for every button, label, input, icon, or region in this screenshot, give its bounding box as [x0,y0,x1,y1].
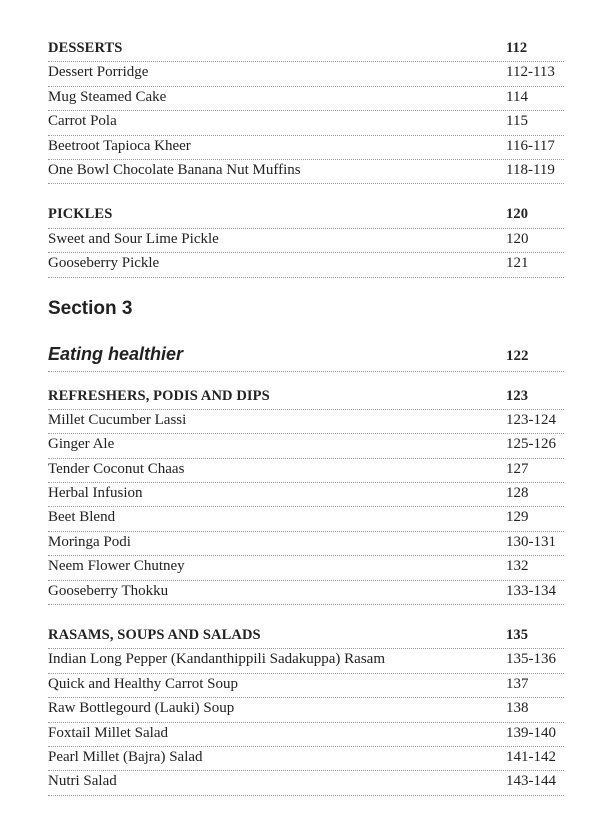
toc-entry [48,483,564,507]
toc-entry-page: 137 [506,675,529,692]
toc-entry-page: 141-142 [506,748,556,765]
toc-entry-page: 139-140 [506,724,556,741]
toc-entry-title: Neem Flower Chutney [48,558,185,575]
toc-entry-page: 116-117 [506,137,555,154]
toc-entry [48,507,564,531]
toc-heading-desserts [48,38,564,62]
toc-entry-title: Mug Steamed Cake [48,88,167,105]
toc-entry-title: Dessert Porridge [48,64,149,81]
toc-heading-page: 120 [506,206,529,223]
toc-entry [48,253,564,277]
toc-entry [48,698,564,722]
toc-entry-title: Sweet and Sour Lime Pickle [48,230,219,247]
toc-entry-page: 120 [506,230,529,247]
toc-entry-title: Moringa Podi [48,533,131,550]
toc-entry-page: 135-136 [506,651,556,668]
toc-entry-page: 130-131 [506,533,556,550]
toc-group-refreshers [48,386,564,606]
toc-entry-page: 127 [506,460,529,477]
toc-entry-page: 121 [506,255,529,272]
toc-entry-page: 123-124 [506,411,556,428]
toc-entry-title: Raw Bottlegourd (Lauki) Soup [48,700,235,717]
toc-entry [48,459,564,483]
toc-heading-rasams [48,625,564,649]
toc-entry-page: 143-144 [506,773,556,790]
toc-entry-title: Beetroot Tapioca Kheer [48,137,191,154]
toc-entry-title: Carrot Pola [48,113,117,130]
toc-entry [48,87,564,111]
toc-entry [48,674,564,698]
toc-entry [48,556,564,580]
toc-entry-title: Herbal Infusion [48,485,143,502]
toc-heading-page: 123 [506,387,529,404]
toc-entry-page: 125-126 [506,436,556,453]
toc-entry-title: Indian Long Pepper (Kandanthippili Sadakuppa) Rasam [48,651,386,668]
toc-entry-title: Beet Blend [48,509,116,526]
toc-entry [48,723,564,747]
toc-entry-title: Foxtail Millet Salad [48,724,168,741]
toc-entry [48,229,564,253]
toc-group-eating-healthier [48,342,564,372]
toc-entry [48,434,564,458]
toc-entry-title: Millet Cucumber Lassi [48,411,187,428]
toc-heading-label: DESSERTS [48,40,123,56]
table-of-contents [48,38,564,816]
toc-heading-page: 135 [506,627,529,644]
toc-heading-refreshers [48,386,564,410]
toc-feature-eating-healthier [48,342,564,372]
toc-feature-title: Eating healthier [48,343,184,364]
toc-entry [48,771,564,795]
toc-entry [48,160,564,184]
toc-heading-label: REFRESHERS, PODIS AND DIPS [48,387,270,404]
toc-entry [48,747,564,771]
toc-group-desserts [48,38,564,184]
toc-entry-title: Gooseberry Thokku [48,582,169,599]
toc-entry-page: 138 [506,700,529,717]
toc-entry-page: 112-113 [506,64,555,81]
toc-entry-page: 129 [506,509,529,526]
section-title: Section 3 [48,297,133,319]
toc-entry-title: Nutri Salad [48,773,117,790]
toc-entry-title: Quick and Healthy Carrot Soup [48,675,238,692]
toc-entry-page: 118-119 [506,161,555,178]
toc-group-pickles [48,204,564,277]
toc-heading-page: 112 [506,40,528,56]
toc-heading-label: RASAMS, SOUPS AND SALADS [48,627,261,644]
toc-entry-page: 133-134 [506,582,556,599]
toc-entry-page: 128 [506,485,529,502]
toc-heading-pickles [48,204,564,228]
toc-entry-page: 114 [506,88,528,105]
toc-entry-page: 115 [506,113,528,130]
toc-entry-title: Tender Coconut Chaas [48,460,185,477]
toc-feature-page: 122 [506,347,529,364]
toc-entry-title: One Bowl Chocolate Banana Nut Muffins [48,161,301,178]
toc-entry-page: 132 [506,558,529,575]
toc-heading-label: PICKLES [48,206,113,223]
toc-entry-title: Pearl Millet (Bajra) Salad [48,748,203,765]
toc-group-rasams [48,625,564,796]
toc-entry [48,581,564,605]
toc-entry [48,136,564,160]
toc-entry-title: Ginger Ale [48,436,115,453]
toc-entry [48,62,564,86]
toc-entry [48,410,564,434]
toc-entry-title: Gooseberry Pickle [48,255,160,272]
toc-entry [48,649,564,673]
toc-entry [48,532,564,556]
toc-entry [48,111,564,135]
